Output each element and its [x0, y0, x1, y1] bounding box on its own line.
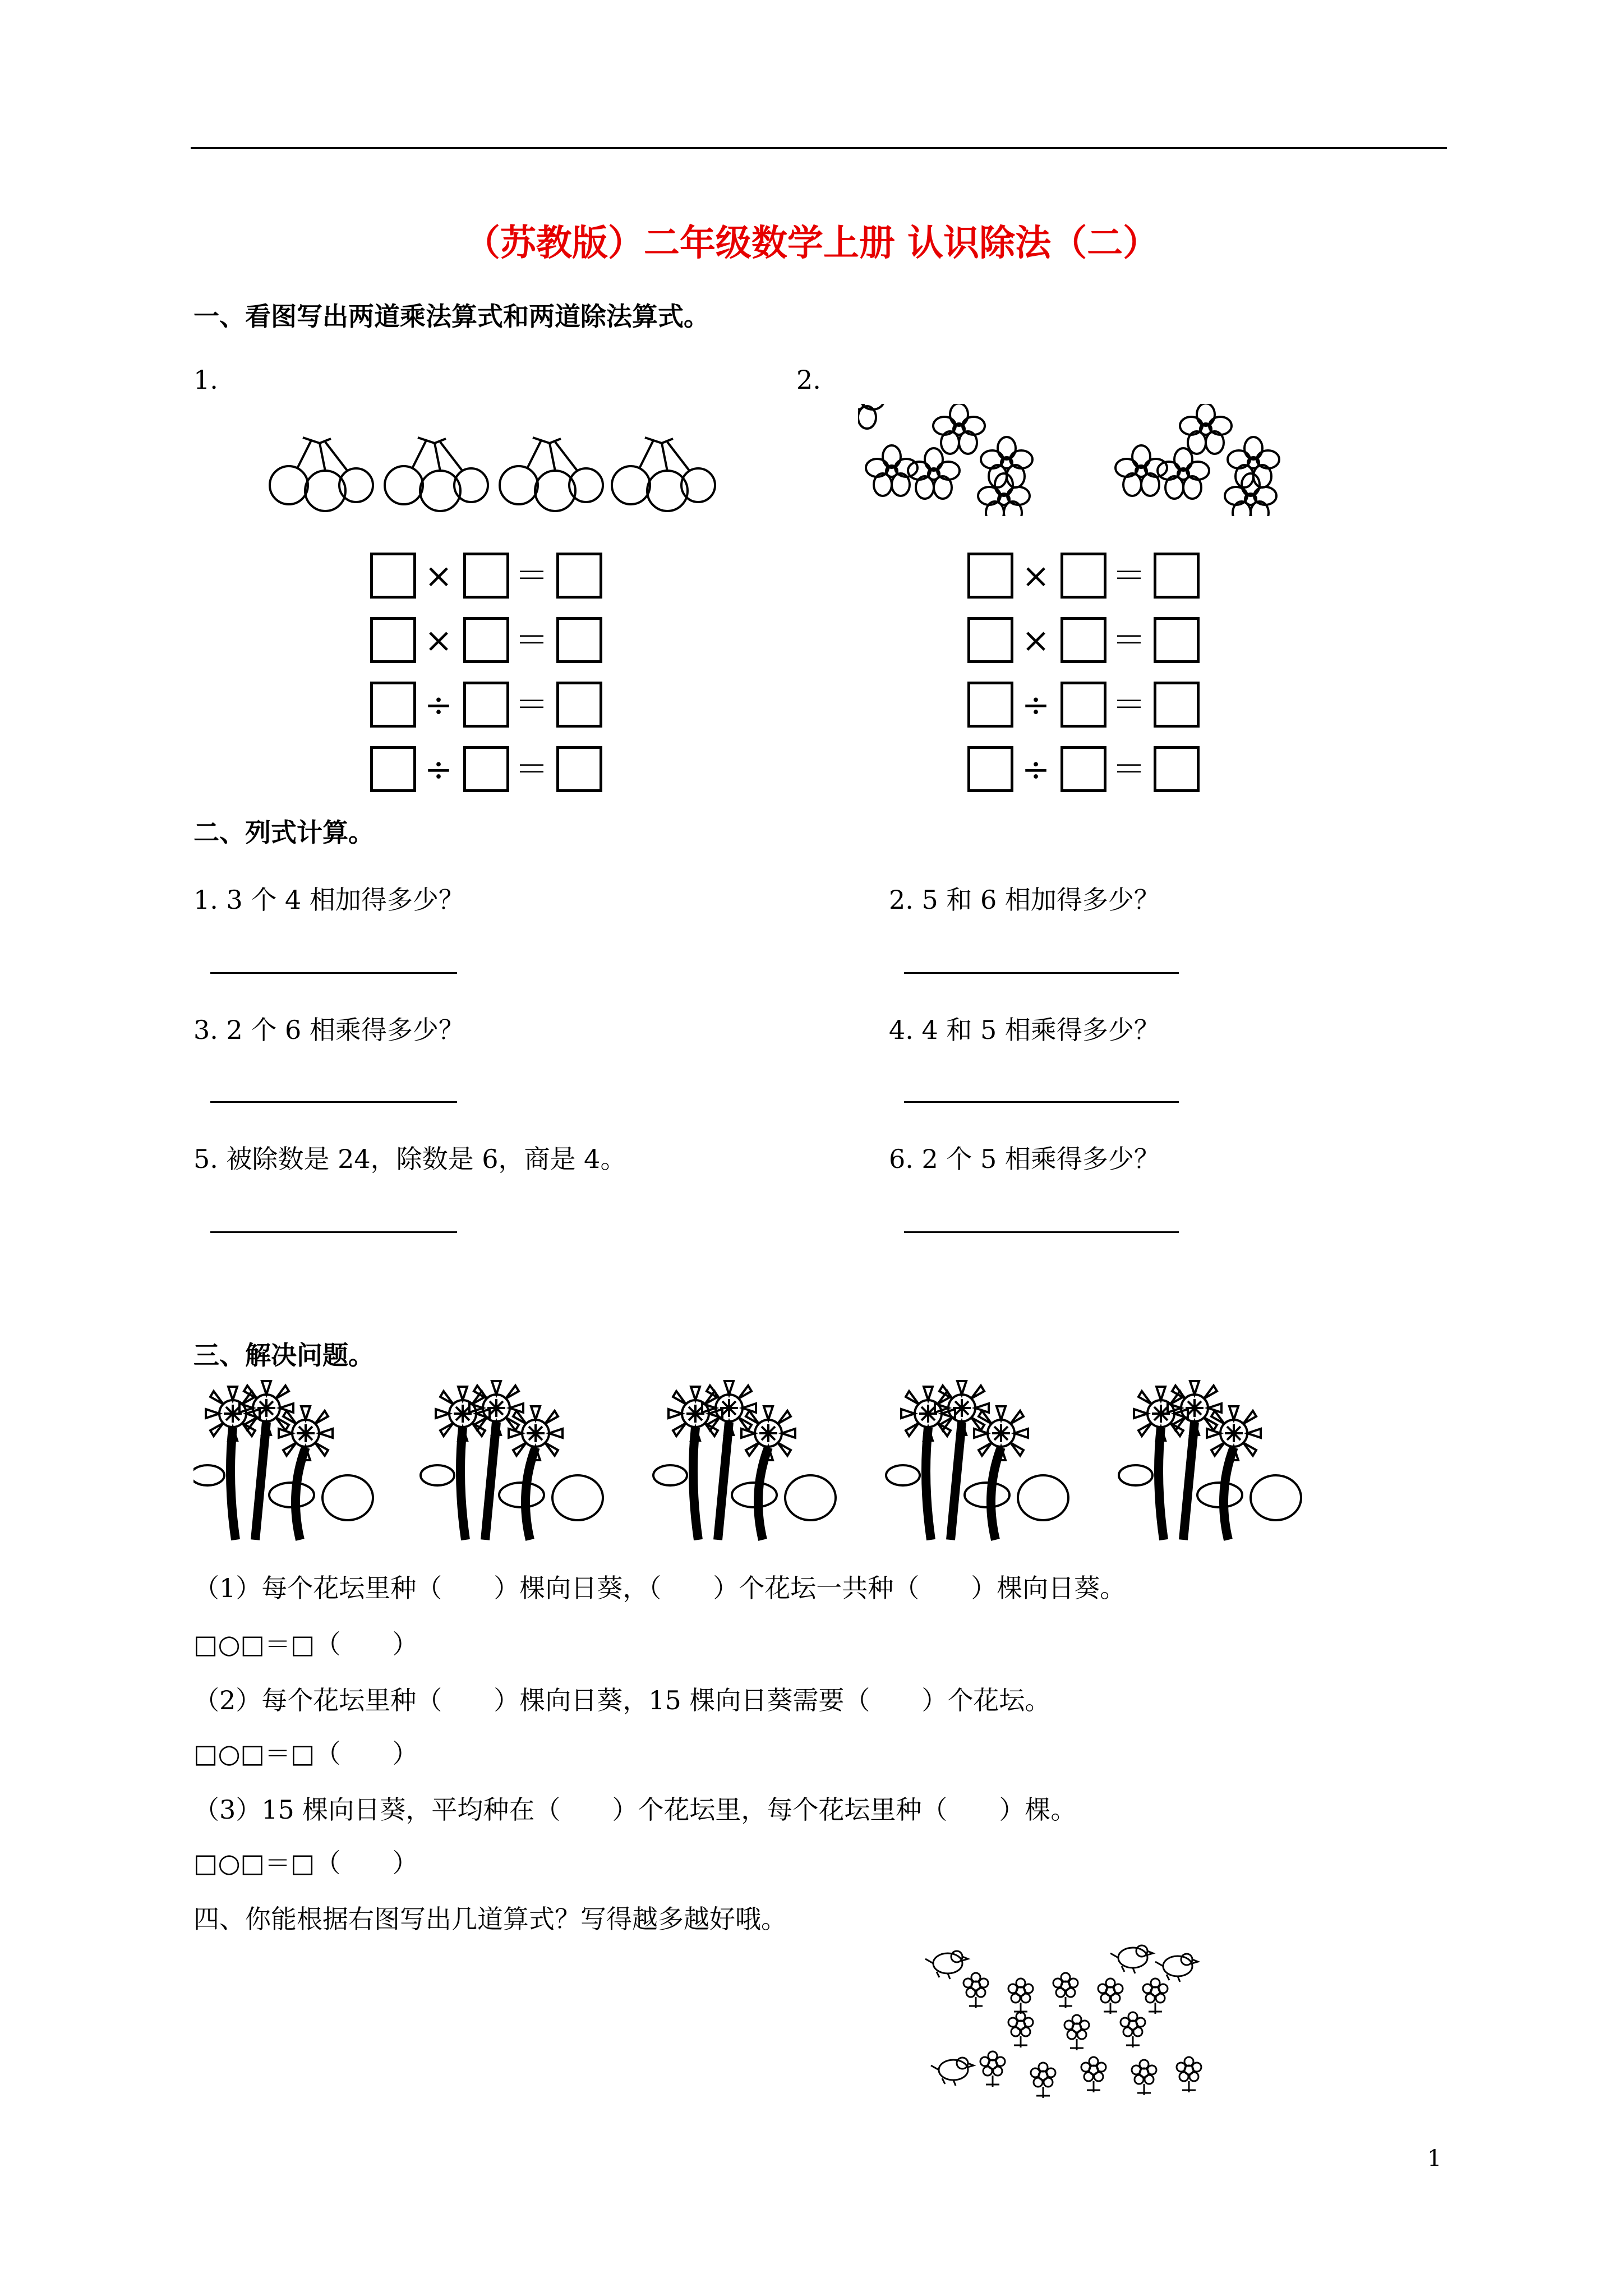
operator: × [424, 556, 453, 596]
answer-box[interactable] [1061, 746, 1106, 792]
operator: ÷ [1021, 685, 1050, 725]
page-title: （苏教版）二年级数学上册 认识除法（二） [464, 222, 1159, 264]
answer-box[interactable] [463, 617, 509, 663]
answer-box[interactable] [556, 553, 602, 599]
header-rule [191, 147, 1447, 149]
page-number: 1 [1427, 2146, 1442, 2171]
question-2: 2. 5 和 6 相加得多少？ [889, 885, 1160, 915]
answer-box[interactable] [370, 617, 416, 663]
answer-box[interactable] [370, 746, 416, 792]
equals-sign: ＝ [1112, 556, 1146, 596]
answer-box[interactable] [556, 746, 602, 792]
item-1-label: 1. [193, 365, 218, 395]
cherries-illustration [264, 426, 718, 522]
answer-box[interactable] [556, 617, 602, 663]
question-3: 3. 2 个 6 相乘得多少？ [193, 1015, 464, 1045]
operator: × [1021, 621, 1050, 660]
answer-box[interactable] [967, 682, 1013, 728]
answer-box[interactable] [556, 682, 602, 728]
equals-sign: ＝ [1112, 621, 1146, 660]
question-6: 6. 2 个 5 相乘得多少？ [889, 1144, 1160, 1174]
equals-sign: ＝ [1112, 685, 1146, 725]
answer-box[interactable] [1061, 617, 1106, 663]
question-1: 1. 3 个 4 相加得多少？ [193, 885, 464, 915]
equals-sign: ＝ [515, 750, 548, 789]
problem-2: （2）每个花坛里种（ ）棵向日葵，15 棵向日葵需要（ ）个花坛。 [193, 1685, 1051, 1715]
birds-and-flowers-illustration [909, 1935, 1223, 2104]
flowers-illustration [858, 404, 1301, 516]
answer-box[interactable] [967, 746, 1013, 792]
answer-box[interactable] [967, 617, 1013, 663]
answer-box[interactable] [463, 682, 509, 728]
equals-sign: ＝ [515, 621, 548, 660]
answer-box[interactable] [967, 553, 1013, 599]
answer-box[interactable] [1154, 682, 1200, 728]
sunflower-beds-illustration [193, 1380, 1338, 1543]
equals-sign: ＝ [1112, 750, 1146, 789]
answer-box[interactable] [370, 553, 416, 599]
problem-1-formula[interactable]: □○□＝□（ ） [193, 1629, 418, 1659]
answer-box[interactable] [1154, 746, 1200, 792]
answer-box[interactable] [1154, 617, 1200, 663]
answer-box[interactable] [370, 682, 416, 728]
answer-line[interactable] [904, 972, 1179, 974]
problem-2-formula[interactable]: □○□＝□（ ） [193, 1738, 418, 1769]
section-3-heading: 三、解决问题。 [193, 1340, 374, 1370]
problem-3-formula[interactable]: □○□＝□（ ） [193, 1848, 418, 1878]
answer-box[interactable] [463, 746, 509, 792]
answer-line[interactable] [210, 1101, 457, 1103]
operator: × [424, 621, 453, 660]
equals-sign: ＝ [515, 556, 548, 596]
section-1-heading: 一、看图写出两道乘法算式和两道除法算式。 [193, 301, 709, 332]
answer-line[interactable] [210, 972, 457, 974]
answer-box[interactable] [1061, 682, 1106, 728]
problem-1: （1）每个花坛里种（ ）棵向日葵，（ ）个花坛一共种（ ）棵向日葵。 [193, 1573, 1126, 1603]
question-4: 4. 4 和 5 相乘得多少？ [889, 1015, 1160, 1045]
answer-box[interactable] [1154, 553, 1200, 599]
answer-box[interactable] [1061, 553, 1106, 599]
operator: ÷ [424, 750, 453, 789]
answer-box[interactable] [463, 553, 509, 599]
question-5: 5. 被除数是 24，除数是 6，商是 4。 [193, 1144, 626, 1174]
section-2-heading: 二、列式计算。 [193, 817, 374, 848]
equals-sign: ＝ [515, 685, 548, 725]
section-4-heading: 四、你能根据右图写出几道算式？写得越多越好哦。 [193, 1904, 787, 1934]
answer-line[interactable] [904, 1101, 1179, 1103]
answer-line[interactable] [904, 1231, 1179, 1233]
operator: ÷ [424, 685, 453, 725]
problem-3: （3）15 棵向日葵，平均种在（ ）个花坛里，每个花坛里种（ ）棵。 [193, 1795, 1077, 1825]
operator: ÷ [1021, 750, 1050, 789]
answer-line[interactable] [210, 1231, 457, 1233]
operator: × [1021, 556, 1050, 596]
item-2-label: 2. [796, 365, 821, 395]
